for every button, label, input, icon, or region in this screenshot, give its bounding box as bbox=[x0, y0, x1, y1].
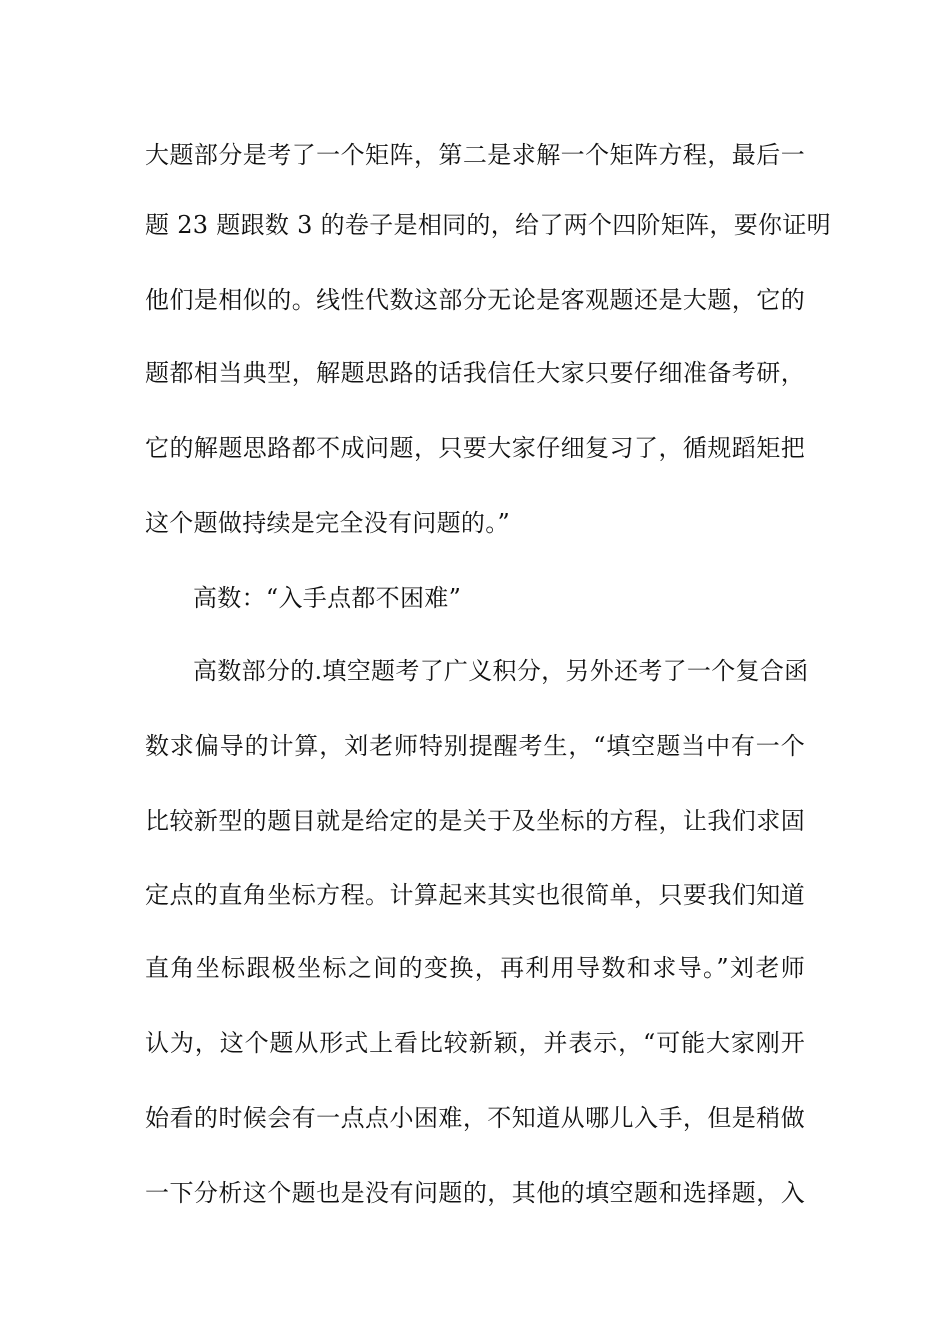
text-line: 一下分析这个题也是没有问题的，其他的填空题和选择题，入 bbox=[145, 1179, 805, 1207]
text-line: 这个题做持续是完全没有问题的。” bbox=[145, 509, 511, 537]
text-line: 比较新型的题目就是给定的是关于及坐标的方程，让我们求固 bbox=[145, 807, 805, 835]
text-line: 题 23 题跟数 3 的卷子是相同的，给了两个四阶矩阵，要你证明 bbox=[145, 211, 831, 239]
text-line: 大题部分是考了一个矩阵，第二是求解一个矩阵方程，最后一 bbox=[145, 141, 805, 169]
section-heading: 高数：“入手点都不困难” bbox=[193, 584, 462, 612]
text-line: 始看的时候会有一点点小困难，不知道从哪儿入手，但是稍做 bbox=[145, 1104, 805, 1132]
text-line: 数求偏导的计算，刘老师特别提醒考生，“填空题当中有一个 bbox=[145, 732, 805, 760]
text-line: 它的解题思路都不成问题，只要大家仔细复习了，循规蹈矩把 bbox=[145, 434, 805, 462]
text-line: 直角坐标跟极坐标之间的变换，再利用导数和求导。”刘老师 bbox=[145, 954, 805, 982]
text-line: 题都相当典型，解题思路的话我信任大家只要仔细准备考研， bbox=[145, 359, 805, 387]
text-line: 定点的直角坐标方程。计算起来其实也很简单，只要我们知道 bbox=[145, 881, 805, 909]
text-line: 认为，这个题从形式上看比较新颖，并表示，“可能大家刚开 bbox=[145, 1029, 805, 1057]
text-line: 他们是相似的。线性代数这部分无论是客观题还是大题，它的 bbox=[145, 286, 805, 314]
text-line: 高数部分的.填空题考了广义积分，另外还考了一个复合函 bbox=[193, 657, 809, 685]
